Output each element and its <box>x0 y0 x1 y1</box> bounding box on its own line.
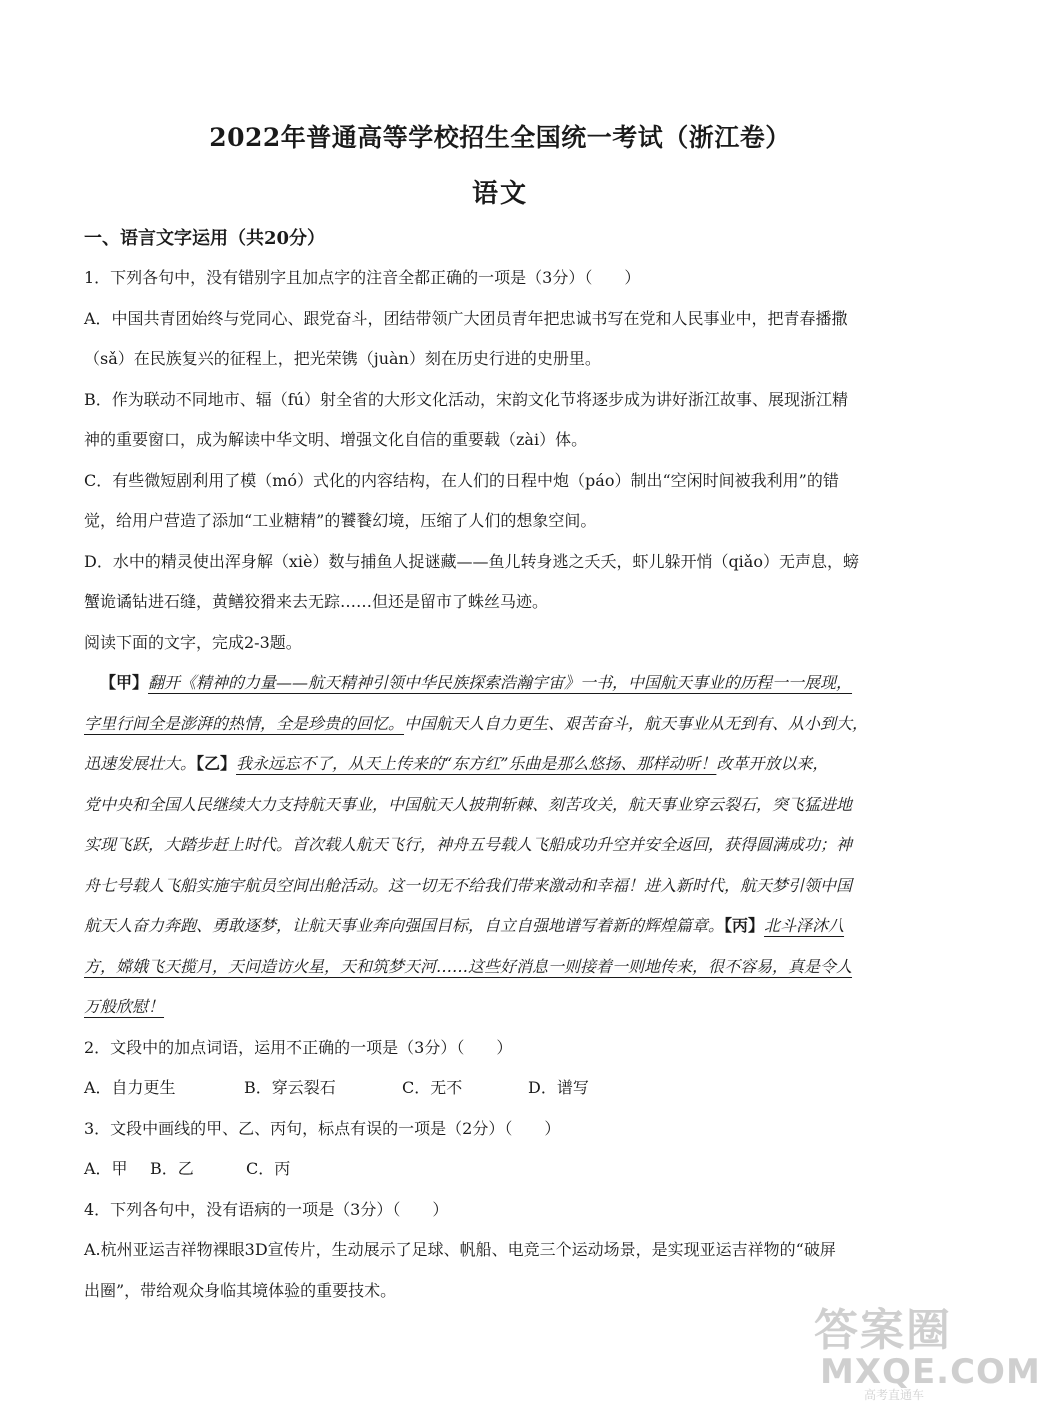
q2-stem: 2．文段中的加点词语，运用不正确的一项是（3分）（ ） <box>84 1037 513 1057</box>
passage-line <box>84 744 922 785</box>
underlined-sentence-bing: 北斗泽沐八 <box>764 916 845 935</box>
subject-title: 语文 <box>471 179 528 209</box>
passage-line: 党中央和全国人民继续大力支持航天事业，中国航天人披荆斩棘、刻苦攻关，航天事业穿云裂石，突飞猛进地 <box>84 794 853 814</box>
watermark-site-text: MXQE.COM <box>820 1352 1041 1392</box>
q1-option-c-line1: C．有些微短剧利用了模（mó）式化的内容结构，在人们的日程中炮（páo）制出“空闲时间被我利用”的错 <box>84 470 839 490</box>
q1-option-b-line2: 神的重要窗口，成为解读中华文明、增强文化自信的重要载（zài）体。 <box>84 430 588 449</box>
passage-line <box>84 704 922 745</box>
passage-text: 改革开放以来， <box>716 754 829 773</box>
q1-option-b-line1: B．作为联动不同地市、辐（fú）射全省的大形文化活动，宋韵文化节将逐步成为讲好浙江故事、展现浙江精 <box>84 389 848 409</box>
section-heading: 一、语言文字运用（共20分） <box>84 228 326 249</box>
q4-stem: 4．下列各句中，没有语病的一项是（3分）（ ） <box>84 1199 449 1219</box>
passage-line <box>84 947 922 988</box>
q2-option-c: C．无不 <box>402 1078 463 1097</box>
passage-line <box>84 906 922 947</box>
q4-option-a-line1: A.杭州亚运吉祥物裸眼3D宣传片，生动展示了足球、帆船、电竞三个运动场景，是实现亚运吉祥物的“破屏 <box>84 1240 836 1259</box>
q2-option-d: D．谱写 <box>528 1078 589 1097</box>
watermark-logo <box>814 1294 1041 1404</box>
reading-passage <box>84 663 922 1028</box>
q3-options <box>84 1149 922 1190</box>
sentence-tag-yi: 【乙】 <box>196 754 237 773</box>
underlined-sentence-bing-cont: 方，嫦娥飞天揽月，天问造访火星，天和筑梦天河……这些好消息一则接着一则地传来，很不容易，真是令人 <box>84 956 853 976</box>
reading-intro: 阅读下面的文字，完成2-3题。 <box>84 632 302 652</box>
exam-title: 2022年普通高等学校招生全国统一考试（浙江卷） <box>209 123 791 152</box>
q2-options <box>84 1068 922 1109</box>
underlined-sentence-bing-end: 万般欣慰！ <box>84 997 165 1016</box>
q1-option-d-line1: D．水中的精灵使出浑身解（xiè）数与捕鱼人捉谜藏——鱼儿转身逃之夭夭，虾儿躲开悄（qiǎo）无声息，螃 <box>84 551 859 571</box>
passage-line <box>84 663 922 704</box>
watermark-main-text: 答案圈 <box>814 1305 952 1356</box>
q1-option-a-line1: A．中国共青团始终与党同心、跟党奋斗，团结带领广大团员青年把忠诚书写在党和人民事业中，把青春播撒 <box>84 308 848 328</box>
underlined-sentence-jia-cont: 字里行间全是澎湃的热情，全是珍贵的回忆。 <box>84 713 405 733</box>
passage-line: 舟七号载人飞船实施宇航员空间出舱活动。这一切无不给我们带来激动和幸福！进入新时代，航天梦引领中国 <box>84 875 853 895</box>
watermark-sub-text: 高考直通车 <box>864 1388 925 1402</box>
q3-option-a: A．甲 <box>84 1159 128 1178</box>
q3-option-c: C．丙 <box>246 1159 291 1178</box>
underlined-sentence-jia: 翻开《精神的力量——航天精神引领中华民族探索浩瀚宇宙》一书，中国航天事业的历程一一展现， <box>148 673 853 692</box>
sentence-tag-bing: 【丙】 <box>724 916 765 935</box>
q2-option-b: B．穿云裂石 <box>244 1078 336 1097</box>
q2-option-a: A．自力更生 <box>84 1078 176 1097</box>
sentence-tag-jia: 【甲】 <box>100 673 149 692</box>
q1-option-c-line2: 觉，给用户营造了添加“工业糖精”的饕餮幻境，压缩了人们的想象空间。 <box>84 511 597 530</box>
q3-stem: 3．文段中画线的甲、乙、丙句，标点有误的一项是（2分）（ ） <box>84 1118 561 1138</box>
q1-option-d-line2: 蟹诡谲钻进石缝，黄鳝狡猾来去无踪……但还是留市了蛛丝马迹。 <box>84 592 549 611</box>
q4-option-a-line2: 出圈”，带给观众身临其境体验的重要技术。 <box>84 1280 397 1300</box>
passage-line <box>84 987 922 1028</box>
q3-option-b: B．乙 <box>150 1159 194 1178</box>
passage-text: 中国航天人自力更生、艰苦奋斗，航天事业从无到有、从小到大， <box>404 713 869 733</box>
exam-body <box>84 258 922 1311</box>
q1-option-a-line2: （sǎ）在民族复兴的征程上，把光荣镌（juàn）刻在历史行进的史册里。 <box>84 349 601 368</box>
q1-stem: 1．下列各句中，没有错别字且加点字的注音全都正确的一项是（3分）（ ） <box>84 268 641 287</box>
underlined-sentence-yi: 我永远忘不了，从天上传来的“东方红”乐曲是那么悠扬、那样动听！ <box>236 754 717 773</box>
passage-line: 实现飞跃，大踏步赶上时代。首次载人航天飞行，神舟五号载人飞船成功升空并安全返回，获得圆满成功；神 <box>84 835 853 854</box>
passage-text: 迅速发展壮大。 <box>84 754 197 773</box>
passage-text: 航天人奋力奔跑、勇敢逐梦，让航天事业奔向强国目标，自立自强地谱写着新的辉煌篇章。 <box>84 916 725 935</box>
